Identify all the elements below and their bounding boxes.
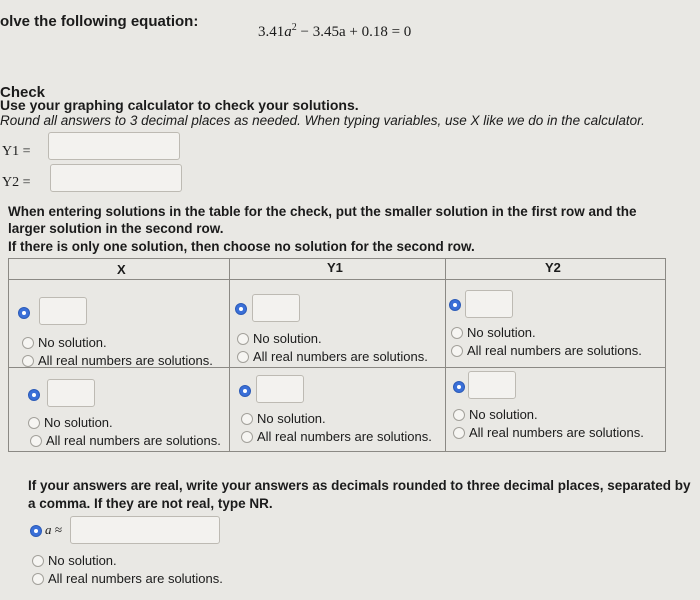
final-instruction-2: a comma. If they are not real, type NR. — [28, 496, 273, 511]
row2-y2-no-solution-label: No solution. — [469, 407, 538, 422]
row2-y1-all-real-radio[interactable] — [241, 431, 253, 443]
answer-radio[interactable] — [30, 525, 42, 537]
check-title: Check — [0, 84, 46, 101]
row1-y1-all-real-label: All real numbers are solutions. — [253, 349, 428, 364]
answer-label: a ≈ — [45, 522, 62, 537]
row1-y2-no-solution-label: No solution. — [467, 325, 536, 340]
table-header-y1: Y1 — [327, 260, 343, 275]
row2-y2-all-real-label: All real numbers are solutions. — [469, 425, 644, 440]
final-instruction-1: If your answers are real, write your answers as decimals rounded to three decimal places, separated by — [28, 478, 691, 493]
final-no-solution-radio[interactable] — [32, 555, 44, 567]
check-table — [8, 258, 666, 452]
row2-y2-answer-radio[interactable] — [453, 381, 465, 393]
row2-y2-no-solution-radio[interactable] — [453, 409, 465, 421]
row1-y1-all-real-radio[interactable] — [237, 351, 249, 363]
row1-x-answer-radio[interactable] — [18, 307, 30, 319]
row1-y1-no-solution-radio[interactable] — [237, 333, 249, 345]
row1-x-no-solution-label: No solution. — [38, 335, 107, 350]
table-instruction-3: If there is only one solution, then choose no solution for the second row. — [8, 239, 475, 254]
row1-y2-no-solution-radio[interactable] — [451, 327, 463, 339]
equation-exp: 2 — [291, 22, 297, 33]
y1-label: Y1 = — [2, 144, 31, 159]
row2-x-no-solution-radio[interactable] — [28, 417, 40, 429]
row2-y1-answer-radio[interactable] — [239, 385, 251, 397]
row1-x-no-solution-radio[interactable] — [22, 337, 34, 349]
row1-y2-all-real-radio[interactable] — [451, 345, 463, 357]
final-no-solution-label: No solution. — [48, 553, 117, 568]
final-all-real-radio[interactable] — [32, 573, 44, 585]
row2-x-all-real-radio[interactable] — [30, 435, 42, 447]
table-divider — [9, 279, 665, 280]
row1-y1-input[interactable] — [252, 294, 300, 322]
y2-input[interactable] — [50, 164, 182, 192]
row1-x-input[interactable] — [39, 297, 87, 325]
row2-x-answer-radio[interactable] — [28, 389, 40, 401]
row2-y1-no-solution-radio[interactable] — [241, 413, 253, 425]
answer-input[interactable] — [70, 516, 220, 544]
row1-y1-no-solution-label: No solution. — [253, 331, 322, 346]
row1-x-all-real-radio[interactable] — [22, 355, 34, 367]
row2-y1-all-real-label: All real numbers are solutions. — [257, 429, 432, 444]
table-divider — [229, 259, 230, 451]
equation-coef: 3.41 — [258, 24, 285, 40]
row1-y2-input[interactable] — [465, 290, 513, 318]
row2-y1-no-solution-label: No solution. — [257, 411, 326, 426]
row1-y1-answer-radio[interactable] — [235, 303, 247, 315]
table-header-y2: Y2 — [545, 260, 561, 275]
row1-x-all-real-label: All real numbers are solutions. — [38, 353, 213, 368]
equation-rest: − 3.45a + 0.18 = 0 — [296, 24, 412, 40]
row2-x-input[interactable] — [47, 379, 95, 407]
table-instruction-2: larger solution in the second row. — [8, 221, 224, 236]
row2-y1-input[interactable] — [256, 375, 304, 403]
rounding-instruction: Round all answers to 3 decimal places as needed. When typing variables, use X like we do in the calculator. — [0, 113, 645, 128]
final-all-real-label: All real numbers are solutions. — [48, 571, 223, 586]
y1-input[interactable] — [48, 132, 180, 160]
row1-y2-all-real-label: All real numbers are solutions. — [467, 343, 642, 358]
table-header-x: X — [117, 262, 126, 277]
problem-heading: olve the following equation: — [0, 13, 199, 30]
equation-var: a — [284, 24, 292, 40]
row2-x-all-real-label: All real numbers are solutions. — [46, 433, 221, 448]
table-instruction-1: When entering solutions in the table for the check, put the smaller solution in the first row and the — [8, 204, 637, 219]
y2-label: Y2 = — [2, 175, 31, 190]
equation — [258, 22, 411, 41]
check-instruction: Use your graphing calculator to check your solutions. — [0, 97, 359, 113]
table-divider — [445, 259, 446, 451]
row2-y2-all-real-radio[interactable] — [453, 427, 465, 439]
row1-y2-answer-radio[interactable] — [449, 299, 461, 311]
row2-y2-input[interactable] — [468, 371, 516, 399]
row2-x-no-solution-label: No solution. — [44, 415, 113, 430]
